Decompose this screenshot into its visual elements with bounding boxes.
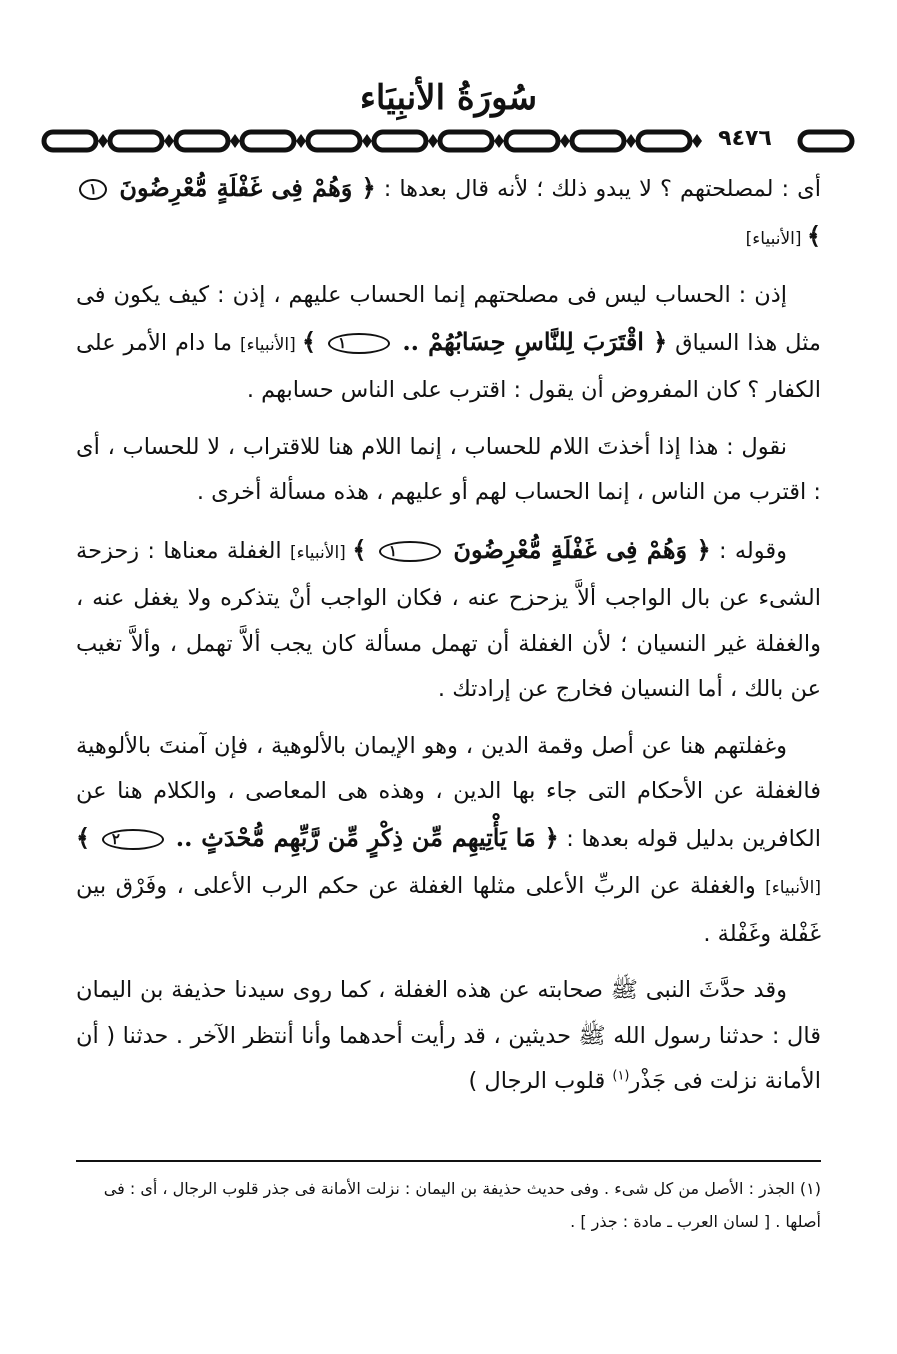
quran-verse-text: ﴿ وَهُمْ فِى غَفْلَةٍ مُّعْرِضُونَ — [443, 534, 711, 564]
surah-reference: [الأنبياء] — [765, 878, 821, 898]
quran-bracket-close: ﴾ — [76, 822, 99, 852]
paragraph-text: ما دام الأمر على الكفار ؟ كان المفروض أن يقول : اقترب على الناس حسابهم . — [76, 329, 821, 403]
verse-number-marker: ١ — [328, 333, 390, 354]
verse-number-marker: ١ — [79, 179, 107, 200]
paragraph-2 — [76, 273, 821, 414]
paragraph-1 — [76, 165, 821, 262]
surah-reference: [الأنبياء] — [745, 228, 807, 249]
verse-number-marker: ٢ — [102, 829, 164, 850]
footnote: (١) الجذر : الأصل من كل شىء . وفى حديث حذيفة بن اليمان : نزلت الأمانة فى جذر قلوب الرجال ، أى : فى أصلها . [ لسان العرب ـ مادة : جذر ] . — [103, 1179, 821, 1231]
quran-verse-text: ﴿ مَا يَأْتِيهِم مِّن ذِكْرٍ مِّن رَّبِّهِم مُّحْدَثٍ .. — [166, 822, 559, 852]
quran-bracket-close: ﴾ — [806, 220, 821, 250]
verse-number-marker: ١ — [379, 541, 441, 562]
paragraph-5 — [76, 724, 821, 958]
paragraph-text: قلوب الرجال ) — [468, 1068, 613, 1094]
paragraph-text: أى : لمصلحتهم ؟ لا يبدو ذلك ؛ لأنه قال بعدها : — [375, 176, 821, 202]
body-text — [76, 165, 821, 1116]
surah-reference: [الأنبياء] — [289, 542, 353, 563]
quran-quote — [352, 535, 710, 564]
paragraph-text: وغفلتهم هنا عن أصل وقمة الدين ، وهو الإيمان بالألوهية ، فإن آمنتَ بالألوهية فالغفلة عن الأحكام التى جاء بها الدين ، وهذه هى المعاصى ، والكلام هنا عن الكافرين بدليل قوله بعدها : — [76, 732, 822, 852]
quran-quote — [302, 327, 667, 356]
footnote-divider — [76, 1160, 821, 1162]
paragraph-text: وقوله : — [710, 537, 787, 564]
quran-bracket-close: ﴾ — [301, 326, 326, 356]
quran-quote — [76, 823, 559, 852]
paragraph-text: والغفلة عن الربِّ الأعلى مثلها الغفلة عن حكم الرب الأعلى ، وفَرْق بين غَفْلة وغَفْلة . — [76, 873, 821, 947]
paragraph-6 — [76, 968, 821, 1105]
quran-verse-text: ﴿ اقْتَرَبَ لِلنَّاسِ حِسَابُهُمْ .. — [393, 326, 668, 356]
paragraph-4 — [76, 527, 821, 713]
paragraph-3 — [76, 425, 821, 516]
footnote-marker[interactable]: (١) — [612, 1068, 630, 1084]
surah-reference: [الأنبياء] — [239, 334, 302, 355]
paragraph-text: وقد حدَّثَ النبى ﷺ صحابته عن هذه الغفلة ، كما روى سيدنا حذيفة بن اليمان قال : حدثنا رسول الله ﷺ حديثين ، قد رأيت أحدهما وأنا أنتظر الآخر . حدثنا ( أن الأمانة نزلت فى جَذْر — [76, 977, 821, 1094]
quran-verse-text: ﴿ وَهُمْ فِى غَفْلَةٍ مُّعْرِضُونَ — [110, 173, 376, 202]
surah-title: سُورَةُ الأنبِيَاء — [359, 78, 538, 118]
page-number: ٩٤٧٦ — [709, 124, 781, 154]
paragraph-text: إذن : الحساب ليس فى مصلحتهم إنما الحساب عليهم ، إذن : كيف يكون فى مثل هذا السياق — [76, 282, 821, 356]
quran-bracket-close: ﴾ — [352, 534, 376, 564]
paragraph-text: الغفلة معناها : زحزحة الشىء عن بال الواجب ألاَّ يزحزح عنه ، فكان الواجب أنْ يتذكره ولا يغفل عنه ، والغفلة غير النسيان ؛ لأن الغفلة أن تهمل مسألة كان يجب ألاَّ تهمل ، وألاَّ تغيب عن بالك ، أما النسيان فخارج عن إرادتك . — [76, 537, 821, 702]
paragraph-text: نقول : هذا إذا أخذتَ اللام للحساب ، إنما اللام هنا للاقتراب ، لا للحساب ، أى : اقترب من الناس ، إنما الحساب لهم أو عليهم ، هذه مسألة أخرى . — [76, 433, 821, 505]
